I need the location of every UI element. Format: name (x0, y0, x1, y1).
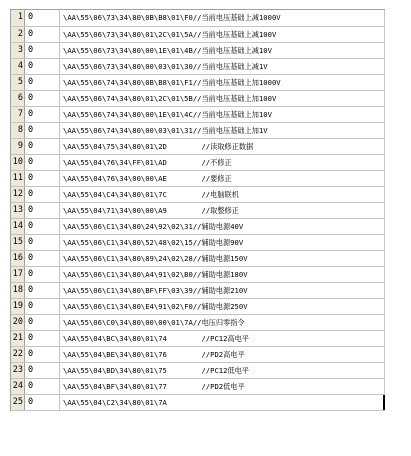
table-row[interactable] (11, 395, 385, 411)
table-row[interactable] (11, 27, 385, 43)
count-cell[interactable]: 0 (25, 283, 60, 298)
count-cell[interactable]: 0 (25, 59, 60, 74)
row-number[interactable]: 23 (11, 363, 25, 378)
command-cell[interactable]: \AA\55\04\75\34\80\01\2D //读取修正数据 (60, 139, 385, 154)
count-cell[interactable]: 0 (25, 123, 60, 138)
count-cell[interactable]: 0 (25, 395, 60, 410)
table-row[interactable] (11, 139, 385, 155)
row-number[interactable]: 20 (11, 315, 25, 330)
row-number[interactable]: 4 (11, 59, 25, 74)
command-cell[interactable]: \AA\55\06\74\34\80\0B\B8\01\F1//当前电压基础上加1000V (60, 75, 385, 90)
row-number[interactable]: 18 (11, 283, 25, 298)
command-cell[interactable]: \AA\55\06\C1\34\80\52\48\02\15//辅助电源90V (60, 235, 385, 250)
row-number[interactable]: 14 (11, 219, 25, 234)
row-number[interactable]: 24 (11, 379, 25, 394)
table-row[interactable] (11, 75, 385, 91)
row-number[interactable]: 22 (11, 347, 25, 362)
command-cell[interactable]: \AA\55\04\BF\34\80\01\77 //PD2低电平 (60, 379, 385, 394)
command-cell[interactable]: \AA\55\06\C1\34\80\24\92\02\31//辅助电源40V (60, 219, 385, 234)
command-cell[interactable]: \AA\55\06\74\34\80\00\1E\01\4C//当前电压基础上加10V (60, 107, 385, 122)
row-number[interactable]: 25 (11, 395, 25, 410)
count-cell[interactable]: 0 (25, 251, 60, 266)
table-row[interactable] (11, 235, 385, 251)
table-row[interactable] (11, 363, 385, 379)
command-cell[interactable]: \AA\55\04\C2\34\80\01\7A (60, 395, 385, 410)
row-number[interactable]: 1 (11, 10, 25, 26)
count-cell[interactable]: 0 (25, 107, 60, 122)
row-number[interactable]: 10 (11, 155, 25, 170)
command-cell[interactable]: \AA\55\06\C1\34\80\E4\91\02\F0//辅助电源250V (60, 299, 385, 314)
command-cell[interactable]: \AA\55\06\C0\34\80\00\00\01\7A//电压归零指令 (60, 315, 385, 330)
command-cell[interactable]: \AA\55\06\73\34\80\00\03\01\30//当前电压基础上减1V (60, 59, 385, 74)
command-cell[interactable]: \AA\55\04\BE\34\80\01\76 //PD2高电平 (60, 347, 385, 362)
row-number[interactable]: 3 (11, 43, 25, 58)
count-cell[interactable]: 0 (25, 203, 60, 218)
count-cell[interactable]: 0 (25, 331, 60, 346)
count-cell[interactable]: 0 (25, 267, 60, 282)
row-number[interactable]: 9 (11, 139, 25, 154)
table-row[interactable] (11, 299, 385, 315)
command-cell[interactable]: \AA\55\04\C4\34\80\01\7C //电脑联机 (60, 187, 385, 202)
row-number[interactable]: 13 (11, 203, 25, 218)
row-number[interactable]: 6 (11, 91, 25, 106)
command-cell[interactable]: \AA\55\04\76\34\FF\01\AD //不修正 (60, 155, 385, 170)
count-cell[interactable]: 0 (25, 299, 60, 314)
table-row[interactable] (11, 283, 385, 299)
table-row[interactable] (11, 107, 385, 123)
command-cell[interactable]: \AA\55\06\C1\34\80\BF\FF\03\39//辅助电源210V (60, 283, 385, 298)
command-cell[interactable]: \AA\55\06\74\34\80\00\03\01\31//当前电压基础上加1V (60, 123, 385, 138)
row-number[interactable]: 7 (11, 107, 25, 122)
count-cell[interactable]: 0 (25, 171, 60, 186)
count-cell[interactable]: 0 (25, 219, 60, 234)
count-cell[interactable]: 0 (25, 139, 60, 154)
row-number[interactable]: 11 (11, 171, 25, 186)
command-cell[interactable]: \AA\55\04\76\34\00\00\AE //要修正 (60, 171, 385, 186)
command-cell[interactable]: \AA\55\04\BC\34\80\01\74 //PC12高电平 (60, 331, 385, 346)
row-number[interactable]: 8 (11, 123, 25, 138)
table-row[interactable] (11, 251, 385, 267)
count-cell[interactable]: 0 (25, 43, 60, 58)
table-row[interactable] (11, 347, 385, 363)
count-cell[interactable]: 0 (25, 187, 60, 202)
count-cell[interactable]: 0 (25, 363, 60, 378)
table-row[interactable] (11, 10, 385, 27)
count-cell[interactable]: 0 (25, 155, 60, 170)
command-grid (10, 9, 385, 411)
table-row[interactable] (11, 315, 385, 331)
row-number[interactable]: 5 (11, 75, 25, 90)
count-cell[interactable]: 0 (25, 10, 60, 26)
count-cell[interactable]: 0 (25, 347, 60, 362)
row-number[interactable]: 16 (11, 251, 25, 266)
table-row[interactable] (11, 331, 385, 347)
count-cell[interactable]: 0 (25, 91, 60, 106)
table-row[interactable] (11, 267, 385, 283)
count-cell[interactable]: 0 (25, 27, 60, 42)
command-cell[interactable]: \AA\55\04\BD\34\80\01\75 //PC12低电平 (60, 363, 385, 378)
table-row[interactable] (11, 43, 385, 59)
table-row[interactable] (11, 91, 385, 107)
count-cell[interactable]: 0 (25, 75, 60, 90)
table-row[interactable] (11, 171, 385, 187)
table-row[interactable] (11, 155, 385, 171)
table-row[interactable] (11, 203, 385, 219)
table-row[interactable] (11, 187, 385, 203)
count-cell[interactable]: 0 (25, 315, 60, 330)
table-row[interactable] (11, 59, 385, 75)
command-cell[interactable]: \AA\55\04\71\34\00\00\A9 //取整修正 (60, 203, 385, 218)
command-cell[interactable]: \AA\55\06\C1\34\80\A4\91\02\B0//辅助电源180V (60, 267, 385, 282)
command-cell[interactable]: \AA\55\06\73\34\80\00\1E\01\4B//当前电压基础上减10V (60, 43, 385, 58)
row-number[interactable]: 19 (11, 299, 25, 314)
table-row[interactable] (11, 379, 385, 395)
command-cell[interactable]: \AA\55\06\73\34\80\0B\B8\01\F0//当前电压基础上减1000V (60, 10, 385, 26)
table-row[interactable] (11, 219, 385, 235)
row-number[interactable]: 12 (11, 187, 25, 202)
count-cell[interactable]: 0 (25, 235, 60, 250)
row-number[interactable]: 21 (11, 331, 25, 346)
row-number[interactable]: 17 (11, 267, 25, 282)
command-cell[interactable]: \AA\55\06\74\34\80\01\2C\01\5B//当前电压基础上加100V (60, 91, 385, 106)
command-cell[interactable]: \AA\55\06\C1\34\80\89\24\02\28//辅助电源150V (60, 251, 385, 266)
table-row[interactable] (11, 123, 385, 139)
count-cell[interactable]: 0 (25, 379, 60, 394)
row-number[interactable]: 15 (11, 235, 25, 250)
command-cell[interactable]: \AA\55\06\73\34\80\01\2C\01\5A//当前电压基础上减100V (60, 27, 385, 42)
row-number[interactable]: 2 (11, 27, 25, 42)
